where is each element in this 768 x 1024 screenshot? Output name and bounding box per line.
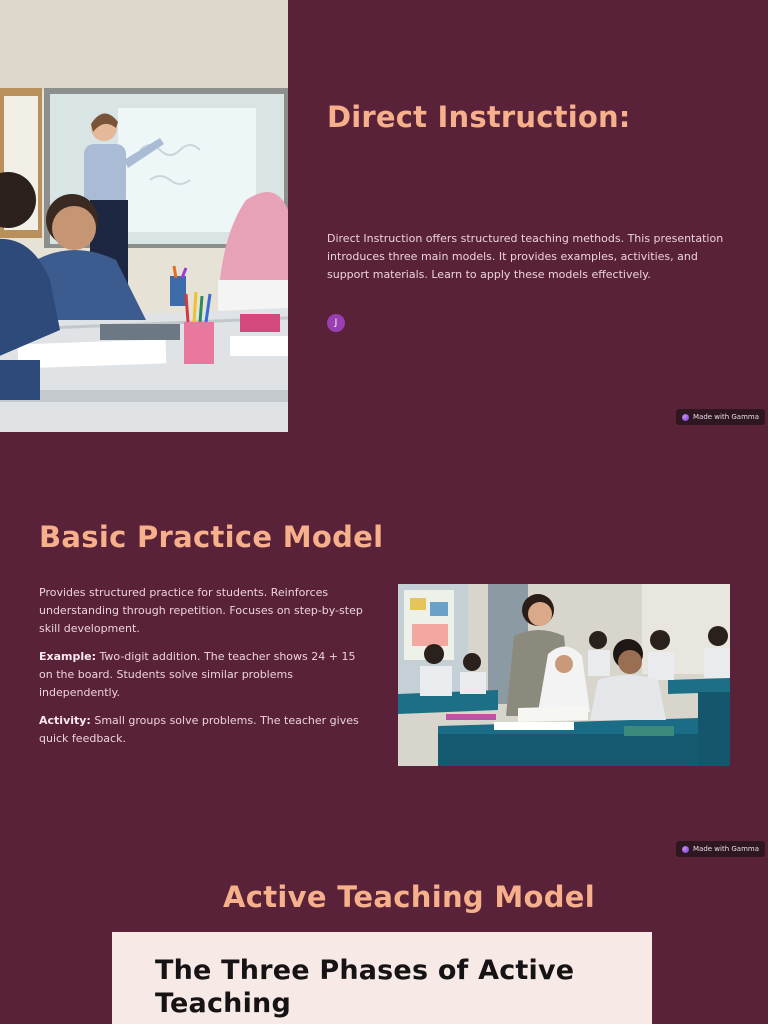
slide-text-block (39, 584, 369, 758)
badge-label: Made with Gamma (693, 845, 760, 853)
example-text: Two-digit addition. The teacher shows 24 + 15 on the board. Students solve similar problems independently. (39, 650, 356, 699)
author-avatar[interactable]: J (327, 314, 345, 332)
slide-title: Basic Practice Model (39, 520, 384, 554)
intro-paragraph: Provides structured practice for students. Reinforces understanding through repetition. Focuses on step-by-step skill development. (39, 586, 363, 635)
activity-paragraph (39, 712, 369, 748)
card-title: The Three Phases of Active Teaching (155, 955, 575, 1019)
classroom-students-photo (398, 584, 730, 766)
example-paragraph (39, 648, 369, 702)
slide-title: Direct Instruction: (327, 100, 631, 134)
made-with-gamma-badge[interactable] (676, 841, 765, 857)
activity-text: Small groups solve problems. The teacher gives quick feedback. (39, 714, 359, 745)
gamma-logo-icon (682, 846, 689, 853)
slide-direct-instruction (0, 0, 768, 432)
classroom-whiteboard-photo (0, 0, 288, 432)
slide-title: Active Teaching Model (223, 880, 595, 914)
badge-label: Made with Gamma (693, 413, 760, 421)
made-with-gamma-badge[interactable] (676, 409, 765, 425)
slide-description: Direct Instruction offers structured teaching methods. This presentation introduces three main models. It provides examples, activities, and support materials. Learn to apply these models effectively. (327, 232, 724, 281)
example-label: Example: (39, 650, 96, 663)
gamma-logo-icon (682, 414, 689, 421)
phases-card (112, 932, 652, 1024)
activity-label: Activity: (39, 714, 91, 727)
